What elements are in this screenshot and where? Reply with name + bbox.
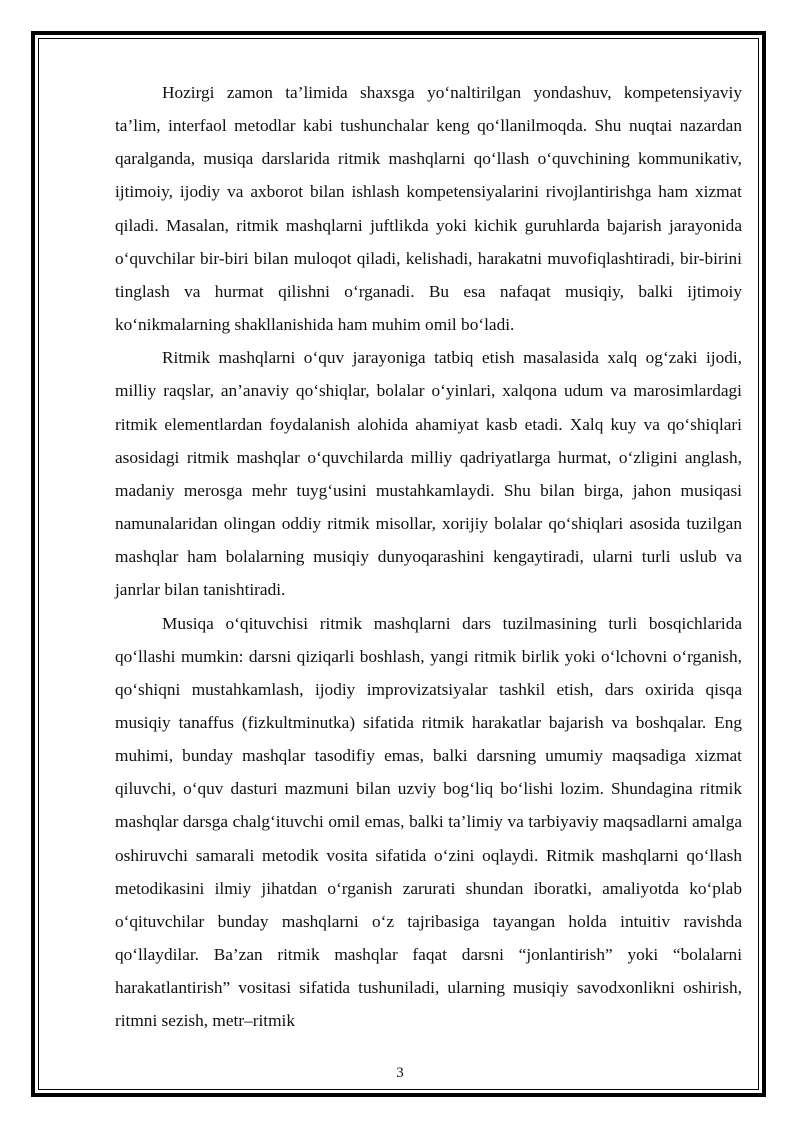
paragraph-2: Ritmik mashqlarni o‘quv jarayoniga tatbiq etish masalasida xalq og‘zaki ijodi, milliy raqslar, an’anaviy qo‘shiqlar, bolalar o‘yinlari, xalqona udum va marosimlardagi ritmik elementlardan foydalanish alohida ahamiyat kasb etadi. Xalq kuy va qo‘shiqlari asosidagi ritmik mashqlar o‘quvchilarda milliy qadriyatlarga hurmat, o‘zligini anglash, madaniy merosga mehr tuyg‘usini mustahkamlaydi. Shu bilan birga, jahon musiqasi namunalaridan olingan oddiy ritmik misollar, xorijiy bolalar qo‘shiqlari asosida tuzilgan mashqlar ham bolalarning musiqiy dunyoqarashini kengaytiradi, ularni turli uslub va janrlar bilan tanishtiradi. [115,348,742,600]
paragraph-1: Hozirgi zamon ta’limida shaxsga yo‘naltirilgan yondashuv, kompetensiyaviy ta’lim, interfaol metodlar kabi tushunchalar keng qo‘llanilmoqda. Shu nuqtai nazardan qaralganda, musiqa darslarida ritmik mashqlarni qo‘llash o‘quvchining kommunikativ, ijtimoiy, ijodiy va axborot bilan ishlash kompetensiyalarini rivojlantirishga ham xizmat qiladi. Masalan, ritmik mashqlarni juftlikda yoki kichik guruhlarda bajarish jarayonida o‘quvchilar bir-biri bilan muloqot qiladi, kelishadi, harakatni muvofiqlashtiradi, bir-birini tinglash va hurmat qilishni o‘rganadi. Bu esa nafaqat musiqiy, balki ijtimoiy ko‘nikmalarning shakllanishida ham muhim omil bo‘ladi. [115,83,742,335]
page-number: 3 [396,1065,404,1081]
paragraph-3: Musiqa o‘qituvchisi ritmik mashqlarni dars tuzilmasining turli bosqichlarida qo‘llashi mumkin: darsni qiziqarli boshlash, yangi ritmik birlik yoki o‘lchovni o‘rganish, qo‘shiqni mustahkamlash, ijodiy improvizatsiyalar tashkil etish, dars oxirida qisqa musiqiy tanaffus (fizkultminutka) sifatida ritmik harakatlar bajarish va boshqalar. Eng muhimi, bunday mashqlar tasodifiy emas, balki darsning umumiy maqsadiga xizmat qiluvchi, o‘quv dasturi mazmuni bilan uzviy bog‘liq bo‘lishi lozim. Shundagina ritmik mashqlar darsga chalg‘ituvchi omil emas, balki ta’limiy va tarbiyaviy maqsadlarni amalga oshiruvchi samarali metodik vosita sifatida o‘zini oqlaydi. Ritmik mashqlarni qo‘llash metodikasini ilmiy jihatdan o‘rganish zarurati shundan iboratki, amaliyotda ko‘plab o‘qituvchilar bunday mashqlarni o‘z tajribasiga tayangan holda intuitiv ravishda qo‘llaydilar. Ba’zan ritmik mashqlar faqat darsni “jonlantirish” yoki “bolalarni harakatlantirish” vositasi sifatida tushuniladi, ularning musiqiy savodxonlikni oshirish, ritmni sezish, metr–ritmik [115,613,742,1031]
body-text [115,76,742,1038]
